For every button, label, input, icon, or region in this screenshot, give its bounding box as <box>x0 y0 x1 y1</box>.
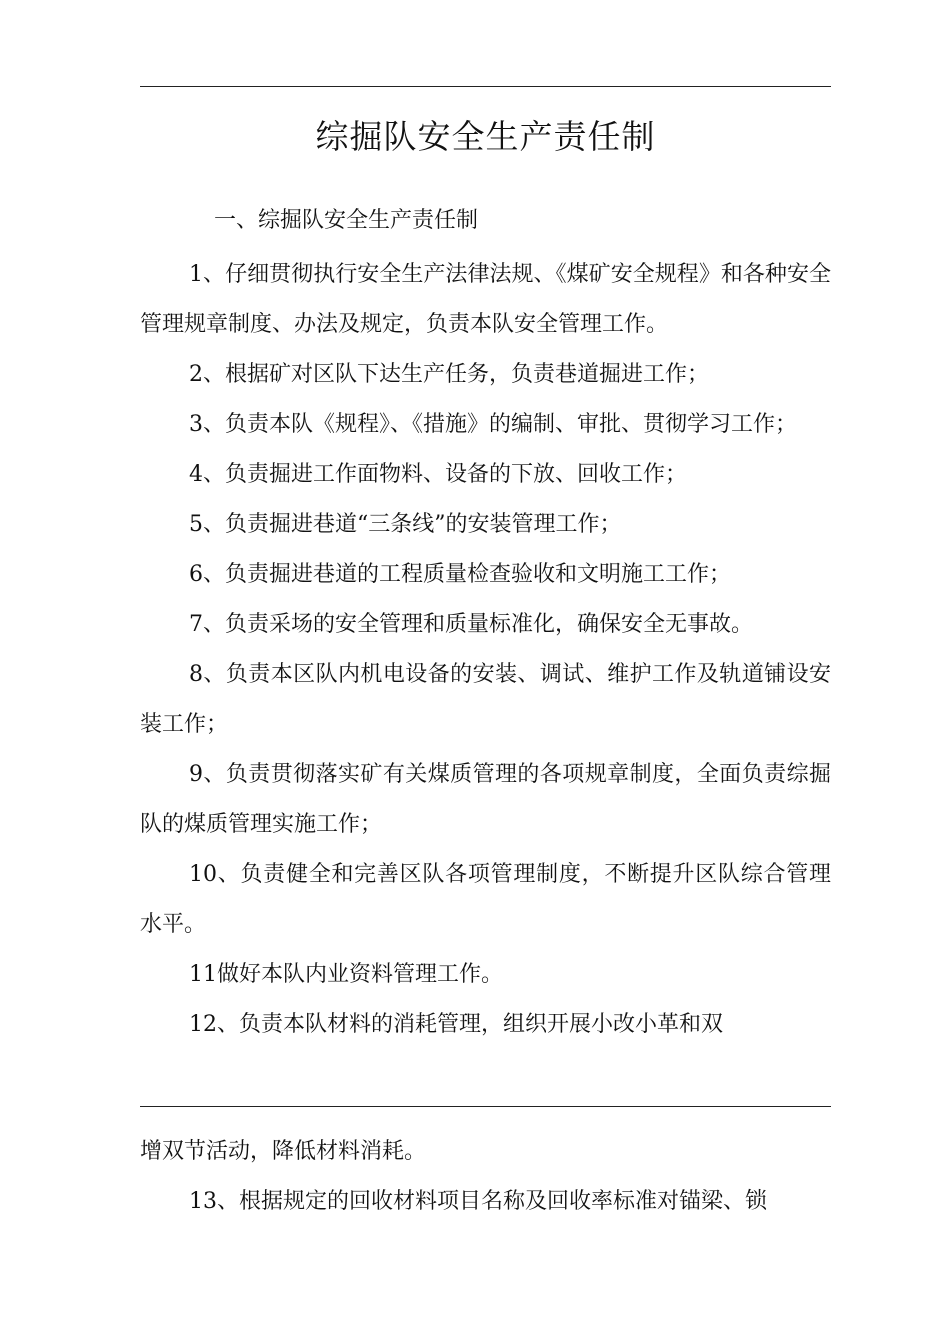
page-one-body <box>140 250 831 1050</box>
paragraph-8: 8、负责本区队内机电设备的安装、调试、维护工作及轨道铺设安装工作； <box>140 662 831 737</box>
paragraph-9: 9、负责贯彻落实矿有关煤质管理的各项规章制度，全面负责综掘队的煤质管理实施工作； <box>140 762 831 837</box>
paragraph-6: 6、负责掘进巷道的工程质量检查验收和文明施工工作； <box>189 562 731 587</box>
paragraph-3: 3、负责本队《规程》、《措施》的编制、审批、贯彻学习工作； <box>189 412 797 437</box>
page-header-rule <box>140 86 831 87</box>
paragraph-10: 10、负责健全和完善区队各项管理制度，不断提升区队综合管理水平。 <box>140 862 831 937</box>
paragraph-11: 11做好本队内业资料管理工作。 <box>189 962 503 987</box>
paragraph-4: 4、负责掘进工作面物料、设备的下放、回收工作； <box>189 462 687 487</box>
paragraph-13: 13、根据规定的回收材料项目名称及回收率标准对锚梁、锁 <box>189 1189 767 1214</box>
paragraph-1: 1、仔细贯彻执行安全生产法律法规、《煤矿安全规程》和各种安全管理规章制度、办法及规定，负责本队安全管理工作。 <box>140 262 831 337</box>
page-break-rule <box>140 1106 831 1107</box>
paragraph-2: 2、根据矿对区队下达生产任务，负责巷道掘进工作； <box>189 362 709 387</box>
paragraph-12-continuation: 增双节活动，降低材料消耗。 <box>140 1139 427 1164</box>
paragraph-7: 7、负责采场的安全管理和质量标准化，确保安全无事故。 <box>189 612 753 637</box>
paragraph-12: 12、负责本队材料的消耗管理，组织开展小改小革和双 <box>189 1012 723 1037</box>
page-title: 综掘队安全生产责任制 <box>315 117 656 156</box>
page-two-body <box>140 1127 831 1227</box>
section-heading: 一、综掘队安全生产责任制 <box>214 208 479 233</box>
paragraph-5: 5、负责掘进巷道“三条线”的安装管理工作； <box>189 512 622 537</box>
